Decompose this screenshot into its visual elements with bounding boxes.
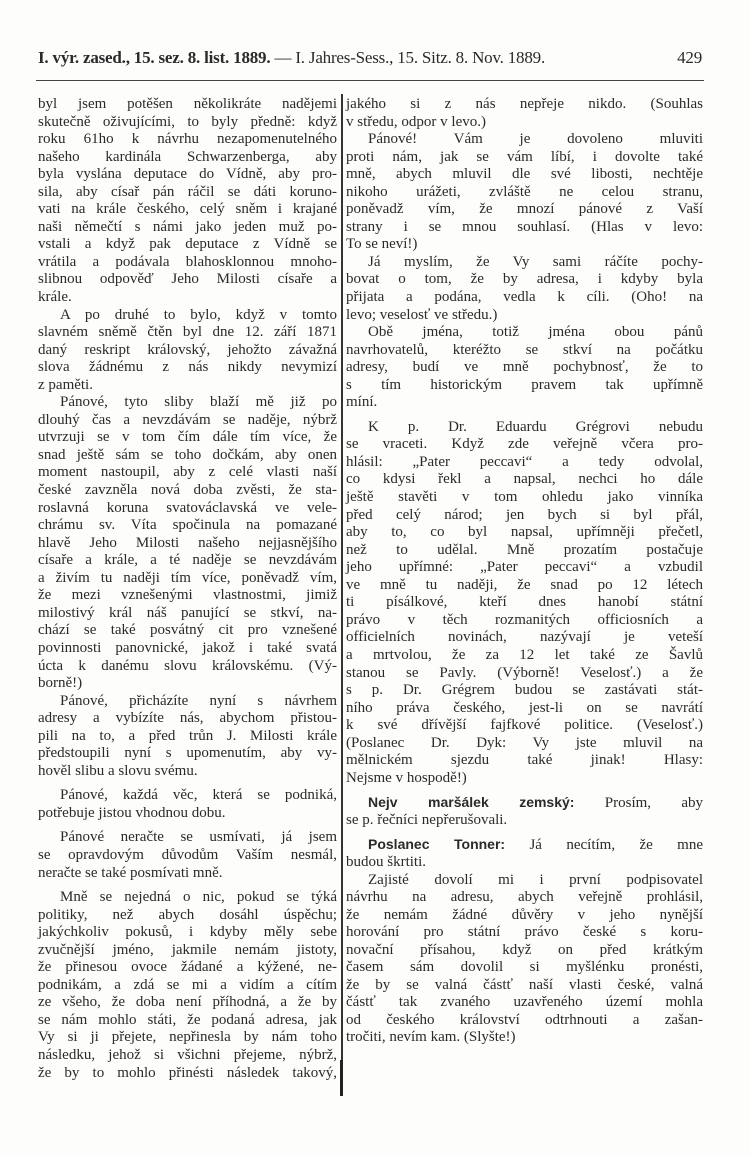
text-line: neračte se také posmívati mně. <box>38 864 223 881</box>
text-line: hověl slibu a slovu svému. <box>38 762 198 779</box>
text-line: ního práva českého, jest-li on se navrátí <box>346 699 703 716</box>
text-line: se vraceti. Když zde veřejně včera pro- <box>346 436 703 453</box>
text-line: částť tak zvaného uzavřeného území mohla <box>346 994 703 1011</box>
text-line: návrhu na adresu, abych veřejně prohlásil, <box>346 889 703 906</box>
text-line: že by se valná částť naší vlasti české, valná <box>346 976 703 993</box>
left-column <box>38 96 337 1082</box>
text-line: krále. <box>38 289 72 306</box>
column-divider <box>341 94 343 1094</box>
text-line: To se neví!) <box>346 236 418 253</box>
text-line: Já myslím, že Vy sami ráčíte pochy- <box>368 253 703 270</box>
text-line: roku 61ho k návrhu nezapomenutelného <box>38 131 337 148</box>
speaker-paragraph <box>346 836 703 871</box>
text-line: povinnosti panovnické, jakož i také svatá <box>38 639 337 656</box>
text-line: vati na krále českého, celý sněm i krajané <box>38 201 337 218</box>
text-line: Pánové neračte se usmívati, já jsem <box>60 829 337 846</box>
text-line: moment nastoupil, aby z celé vlasti naší <box>38 464 337 481</box>
text-line: horování pro státní právo české s koru- <box>346 924 703 941</box>
text-line: slibnou odpověď Jeho Milosti císaře a <box>38 271 337 288</box>
text-line: roslavná koruna svatováclavská ve vele- <box>38 499 337 516</box>
text-line: císaře a krále, a té naděje se nevzdávám <box>38 552 337 569</box>
text-line: že by to mohlo přinésti následek takový, <box>38 1064 337 1081</box>
text-line: Pánové, tyto sliby blaží mě již po <box>60 394 337 411</box>
paragraph <box>38 96 337 307</box>
text-line: potřebuje jistou vhodnou dobu. <box>38 804 226 821</box>
page-number: 429 <box>677 48 702 67</box>
column-divider-end <box>340 1060 343 1096</box>
text-line: strany i se mnou souhlasí. (Hlas v levo: <box>346 218 703 235</box>
paragraph <box>38 394 337 692</box>
running-title-cs: I. výr. zased., 15. sez. 8. list. 1889. <box>38 48 271 67</box>
text-line: právo v těch rozmanitých officiosních a <box>346 611 703 628</box>
text-line: (Poslanec Dr. Dyk: Vy jste mluvil na <box>346 734 703 751</box>
text-line: budou škrtiti. <box>346 853 427 870</box>
text-line: proti nám, jak se vám líbí, i dovolte také <box>346 148 703 165</box>
text-line: jeho upřímné: „Pater peccavi“ a vzbudil <box>346 559 703 576</box>
paragraph <box>38 829 337 882</box>
text-line: jakýchkoliv pokusů, i kdyby měly sebe <box>38 924 337 941</box>
running-title <box>38 48 545 68</box>
header-rule <box>36 80 704 81</box>
text-line: že přinesou ovoce žádané a kýžené, ne- <box>38 959 337 976</box>
text-line: K p. Dr. Eduardu Grégrovi nebudu <box>368 418 703 435</box>
text-line: ti písálkové, kteří dnes hanobí státní <box>346 594 703 611</box>
running-title-de: I. Jahres-Sess., 15. Sitz. 8. Nov. 1889. <box>295 48 546 67</box>
running-header <box>38 48 702 72</box>
text-line: Mně se nejedná o nic, pokud se týká <box>60 889 337 906</box>
speaker-paragraph <box>346 794 703 829</box>
text-line: adresy a vybízíte nás, abychom přistou- <box>38 710 337 727</box>
text-line: mně, abych mluvil dle své libosti, nechtěje <box>346 166 703 183</box>
text-line: ve mně tu naději, že snad po 12 létech <box>346 576 703 593</box>
text-line: novační přísahou, když on před krátkým <box>346 941 703 958</box>
paragraph <box>346 419 703 787</box>
text-line: a mrtvolou, že za 12 let také ze Šavlů <box>346 646 703 663</box>
text-line: české zavzněla nová doba zvěsti, že sta- <box>38 482 337 499</box>
text-line: ještě stavěti v tom ohledu jako vinníka <box>346 489 703 506</box>
text-line: Zajisté dovolí mi i první podpisovatel <box>368 871 703 888</box>
text-line: nikoho urážeti, zvláště ne celou stranu, <box>346 183 703 200</box>
text-line: před celý národ; jen bych si byl přál, <box>346 506 703 523</box>
text-line: našeho kardinála Schwarzenberga, aby <box>38 148 337 165</box>
text-line: milostivý král náš panující se stkví, na- <box>38 604 337 621</box>
text-line <box>346 836 703 854</box>
text-line: byl jsem potěšen několikráte nadějemi <box>38 96 337 112</box>
text-line: Pánové, každá věc, která se podniká, <box>60 787 337 804</box>
text-line: hlavě Jeho Milosti našeho nejjasnějšího <box>38 534 337 551</box>
text-line: podnikám, a zdá se mi a vidím a cítím <box>38 976 337 993</box>
text-line: A po druhé to bylo, když v tomto <box>60 306 337 323</box>
paragraph <box>346 324 703 412</box>
text-line: daný reskript královský, jehožto závažná <box>38 341 337 358</box>
text-line: bovat o tom, že by adresa, i kdyby byla <box>346 271 703 288</box>
text-line: s p. Dr. Grégrem budou se zastávati stát- <box>346 682 703 699</box>
paragraph <box>38 307 337 395</box>
text-line: slova žádnému z nás nikdy nevymizí <box>38 359 337 376</box>
text-line: adresy, budí ve mně pochybnosť, že to <box>346 359 703 376</box>
speaker-name: Poslanec Tonner: <box>368 836 506 853</box>
text-line: ze všeho, že doba není příhodná, a že by <box>38 994 337 1011</box>
text-line: časem sám dovolil si myšlénku pronésti, <box>346 959 703 976</box>
text-line: chrámu sv. Víta spočinula na pomazané <box>38 517 337 534</box>
speech-text: Já necítím, že mne <box>529 837 704 854</box>
paragraph <box>38 787 337 822</box>
text-line: než to udělal. Mně prozatím postačuje <box>346 541 703 558</box>
text-line: se opravdovým důvodům Vaším nesmál, <box>38 846 337 863</box>
text-line: jakého si z nás nepřeje nikdo. (Souhlas <box>346 96 703 112</box>
text-line: míní. <box>346 394 378 411</box>
text-line <box>346 794 703 812</box>
text-line: utvrzuji se v tom čím dále tím více, že <box>38 429 337 446</box>
text-line: chází se také posvátný cit pro vznešené <box>38 622 337 639</box>
text-line: úcta k danému slovu královskému. (Vý- <box>38 657 337 674</box>
text-line: z paměti. <box>38 376 93 393</box>
text-line: co kdysi řekl a napsal, nechci ho dále <box>346 471 703 488</box>
header-dash: — <box>274 48 292 67</box>
text-line: politiky, než abych dosáhl úspěchu; <box>38 906 337 923</box>
text-line: se nám mohlo státi, že podaná adresa, jak <box>38 1011 337 1028</box>
text-line: a živím tu naději tím více, poněvadž vím, <box>38 569 337 586</box>
text-line: levo; veselosť ve středu.) <box>346 306 498 323</box>
text-line: že mezi vznešenými vlastnostmi, jimiž <box>38 587 337 604</box>
text-line: poněvadž vím, že mnozí pánové z Vaší <box>346 201 703 218</box>
text-line: k své dřívější fajfkové politice. (Veselosť.) <box>346 717 703 734</box>
text-line: mělnickém sjezdu také jinak! Hlasy: <box>346 752 703 769</box>
text-line: v středu, odpor v levo.) <box>346 113 486 130</box>
text-line: skutečně oživujícími, to byly předně: když <box>38 113 337 130</box>
text-line: Nejsme v hospodě!) <box>346 769 467 786</box>
text-line: navrhovatelů, kteréžto se stkví na počátku <box>346 341 703 358</box>
text-line: že nemám žádné důvěry v jeho nynější <box>346 906 703 923</box>
text-line: předstoupili nyní s upomenutím, aby vy- <box>38 745 337 762</box>
text-line: Pánové, přicházíte nyní s návrhem <box>60 692 337 709</box>
text-line: aby to, co byl napsal, upřímněji přečetl, <box>346 524 703 541</box>
text-line: vrátila a podávala blahosklonnou mnoho- <box>38 253 337 270</box>
text-line: následku, jehož si všichni přejeme, nýbrž, <box>38 1046 337 1063</box>
text-line: přijata a podána, vedla k cíli. (Oho! na <box>346 289 703 306</box>
text-line: Vy si ji přejete, nepřinesla by nám toho <box>38 1029 337 1046</box>
text-line: slavném sněmě čtěn byl dne 12. září 1871 <box>38 324 337 341</box>
speech-text: Prosím, aby <box>604 795 703 812</box>
right-column <box>346 96 703 1047</box>
paragraph <box>346 872 703 1047</box>
text-line: zvučnější jméno, jakmile nemám jistoty, <box>38 941 337 958</box>
text-line: hlásil: „Pater peccavi“ a tedy odvolal, <box>346 453 703 470</box>
text-line: od českého království odtrhnouti a zašan- <box>346 1011 703 1028</box>
text-line: byla vyslána deputace do Vídně, aby pro- <box>38 166 337 183</box>
text-line: vstali a když pak deputace z Vídně se <box>38 236 337 253</box>
text-line: sila, aby císař pán ráčil se dáti koruno- <box>38 183 337 200</box>
text-line: pili na to, a před trůn J. Milosti krále <box>38 727 337 744</box>
text-line: s tím historickým pravem tak upřímně <box>346 376 703 393</box>
paragraph <box>346 131 703 254</box>
paragraph <box>346 254 703 324</box>
speaker-name: Nejv maršálek zemský: <box>368 794 575 811</box>
paragraph <box>38 889 337 1082</box>
text-line: Obě jména, totiž jména obou pánů <box>368 324 703 341</box>
text-line: officielních novinách, nazývají je veteší <box>346 629 703 646</box>
text-line: dlouhý čas a nevzdávám se naděje, nýbrž <box>38 411 337 428</box>
text-line: stanou se Pavly. (Výborně! Veselosť.) a že <box>346 664 703 681</box>
paragraph <box>38 693 337 781</box>
text-line: tročiti, nevím kam. (Slyšte!) <box>346 1029 516 1046</box>
text-line: borně!) <box>38 675 83 692</box>
text-line: naši němečtí s námi jako jeden muž po- <box>38 218 337 235</box>
text-line: se p. řečníci nepřerušovali. <box>346 811 508 828</box>
text-line: Pánové! Vám je dovoleno mluviti <box>368 131 703 148</box>
paragraph <box>346 96 703 131</box>
text-line: snad ještě sám se toho dočkám, aby onen <box>38 446 337 463</box>
